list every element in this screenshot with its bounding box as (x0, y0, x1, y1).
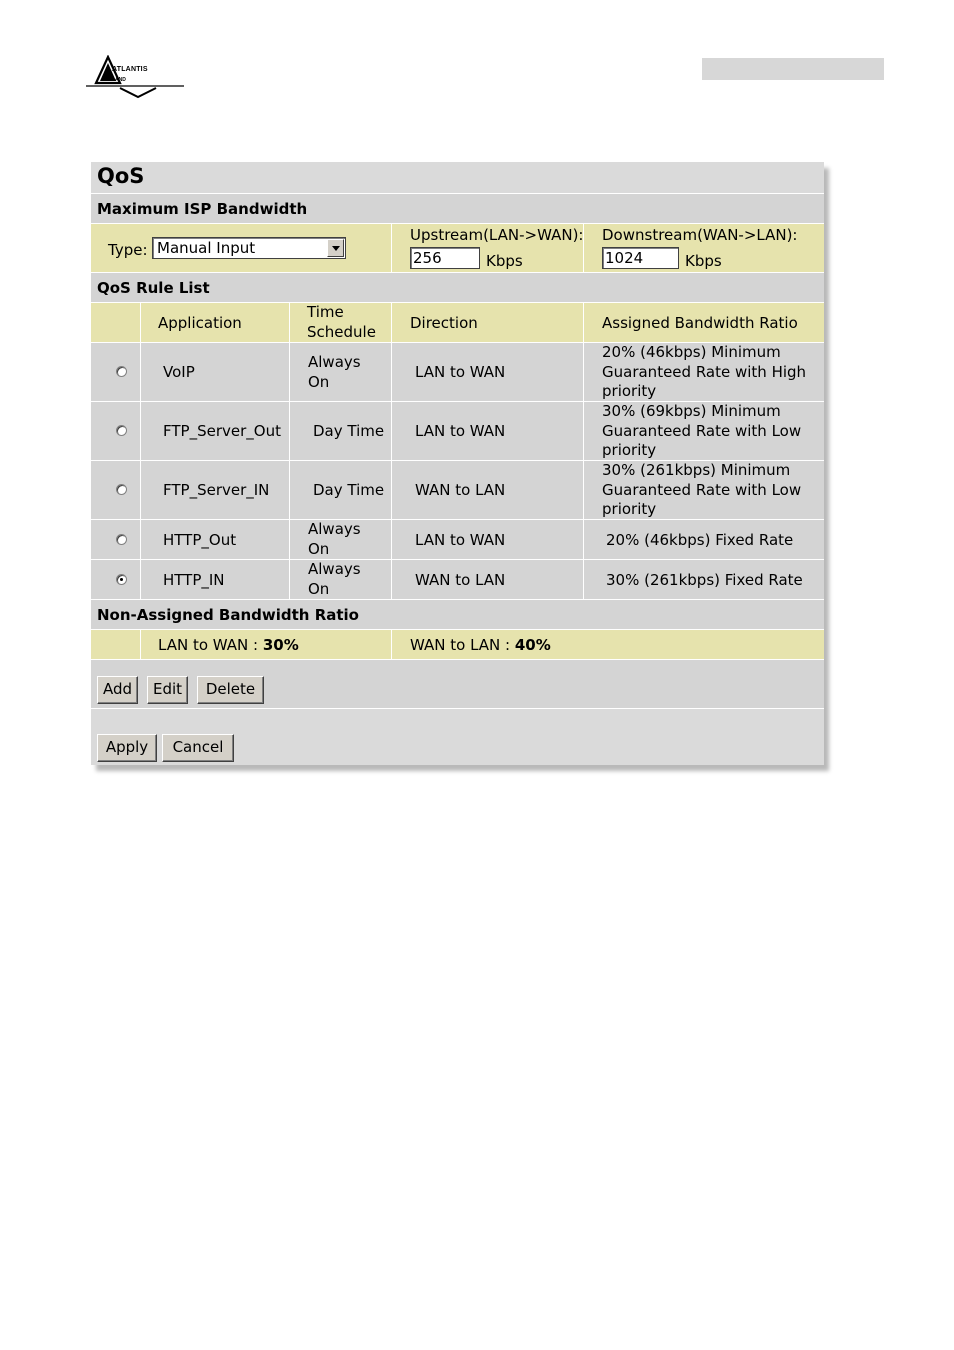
delete-button[interactable]: Delete (197, 676, 264, 704)
direction-cell (391, 343, 583, 401)
application-cell (140, 461, 289, 519)
brand-sub: LAND (112, 77, 126, 83)
application-name: VoIP (163, 363, 195, 381)
time-schedule: Always On (308, 353, 361, 391)
section-header-non-assigned (91, 599, 824, 629)
select-cell (91, 402, 140, 460)
column-header-direction (391, 303, 583, 342)
non-assigned-spacer (91, 630, 140, 659)
column-header-application-label: Application (158, 314, 242, 332)
qos-panel (91, 162, 824, 765)
downstream-input[interactable]: 1024 (602, 247, 679, 269)
section-header-rules (91, 272, 824, 302)
time-cell (289, 343, 391, 401)
wan-to-lan-label: WAN to LAN : (410, 636, 515, 654)
upstream-label: Upstream(LAN->WAN): (410, 226, 584, 244)
type-select[interactable] (152, 237, 346, 259)
section-title-bandwidth: Maximum ISP Bandwidth (97, 200, 308, 218)
page-title: QoS (97, 164, 145, 188)
rules-header-row (91, 302, 824, 342)
direction: LAN to WAN (415, 531, 506, 549)
row-select-radio[interactable] (116, 366, 127, 377)
wan-to-lan-value: 40% (514, 636, 551, 654)
wan-to-lan-ratio (410, 636, 551, 654)
chevron-down-icon[interactable] (327, 239, 344, 257)
column-header-application (140, 303, 289, 342)
time-schedule: Always On (308, 560, 361, 598)
column-header-time-label: Time Schedule (307, 303, 376, 341)
table-row[interactable] (91, 519, 824, 559)
rule-actions-row (91, 659, 824, 708)
lan-to-wan-ratio (158, 636, 299, 654)
table-row[interactable] (91, 401, 824, 460)
apply-button[interactable]: Apply (97, 734, 157, 762)
table-row[interactable] (91, 559, 824, 599)
section-header-bandwidth (91, 193, 824, 223)
row-select-radio[interactable] (116, 574, 127, 585)
upstream-unit: Kbps (486, 252, 523, 270)
section-title-non-assigned: Non-Assigned Bandwidth Ratio (97, 606, 359, 624)
cancel-button[interactable]: Cancel (162, 734, 234, 762)
direction: LAN to WAN (415, 363, 506, 381)
application-cell (140, 402, 289, 460)
row-select-radio[interactable] (116, 484, 127, 495)
header-bar (702, 58, 884, 80)
row-select-radio[interactable] (116, 534, 127, 545)
time-schedule: Day Time (313, 422, 385, 440)
upstream-cell (391, 224, 583, 272)
select-cell (91, 343, 140, 401)
ratio-cell (583, 402, 824, 460)
direction-cell (391, 402, 583, 460)
time-cell (289, 402, 391, 460)
application-name: FTP_Server_Out (163, 422, 281, 440)
atlantis-logo (86, 55, 186, 101)
add-button[interactable]: Add (97, 676, 138, 704)
select-cell (91, 520, 140, 559)
row-select-radio[interactable] (116, 425, 127, 436)
type-label: Type: (108, 241, 148, 259)
type-select-value: Manual Input (157, 239, 256, 257)
application-cell (140, 560, 289, 599)
ratio-cell (583, 520, 824, 559)
time-cell (289, 520, 391, 559)
column-header-ratio (583, 303, 824, 342)
column-header-direction-label: Direction (410, 314, 478, 332)
ratio-cell (583, 560, 824, 599)
type-cell (91, 224, 391, 272)
bandwidth-ratio: 30% (261kbps) Fixed Rate (606, 571, 803, 589)
select-cell (91, 461, 140, 519)
direction-cell (391, 520, 583, 559)
direction-cell (391, 560, 583, 599)
bandwidth-ratio: 20% (46kbps) Fixed Rate (606, 531, 794, 549)
application-name: HTTP_IN (163, 571, 225, 589)
direction: WAN to LAN (415, 571, 506, 589)
column-header-ratio-label: Assigned Bandwidth Ratio (602, 314, 798, 332)
column-header-time (289, 303, 391, 342)
lan-to-wan-label: LAN to WAN : (158, 636, 263, 654)
edit-button[interactable]: Edit (147, 676, 188, 704)
time-schedule: Always On (308, 520, 361, 558)
apply-row (91, 708, 824, 765)
downstream-cell (583, 224, 824, 272)
ratio-cell (583, 343, 824, 401)
lan-to-wan-value: 30% (262, 636, 299, 654)
table-row[interactable] (91, 460, 824, 519)
table-row[interactable] (91, 342, 824, 401)
downstream-unit: Kbps (685, 252, 722, 270)
application-cell (140, 343, 289, 401)
section-title-rules: QoS Rule List (97, 279, 210, 297)
bandwidth-ratio: 30% (261kbps) Minimum Guaranteed Rate with Low priority (602, 461, 802, 518)
non-assigned-row (91, 629, 824, 659)
time-schedule: Day Time (313, 481, 385, 499)
application-cell (140, 520, 289, 559)
header-select-cell (91, 303, 140, 342)
downstream-label: Downstream(WAN->LAN): (602, 226, 798, 244)
brand-name: ATLANTIS (112, 66, 148, 73)
ratio-cell (583, 461, 824, 519)
time-cell (289, 461, 391, 519)
direction-cell (391, 461, 583, 519)
upstream-input[interactable]: 256 (410, 247, 480, 269)
application-name: HTTP_Out (163, 531, 237, 549)
direction: LAN to WAN (415, 422, 506, 440)
bandwidth-ratio: 30% (69kbps) Minimum Guaranteed Rate with Low priority (602, 402, 802, 459)
bandwidth-ratio: 20% (46kbps) Minimum Guaranteed Rate with High priority (602, 343, 807, 400)
wan-to-lan-cell (391, 630, 824, 659)
select-cell (91, 560, 140, 599)
lan-to-wan-cell (140, 630, 391, 659)
time-cell (289, 560, 391, 599)
title-row (91, 162, 824, 193)
application-name: FTP_Server_IN (163, 481, 270, 499)
direction: WAN to LAN (415, 481, 506, 499)
bandwidth-row (91, 223, 824, 272)
